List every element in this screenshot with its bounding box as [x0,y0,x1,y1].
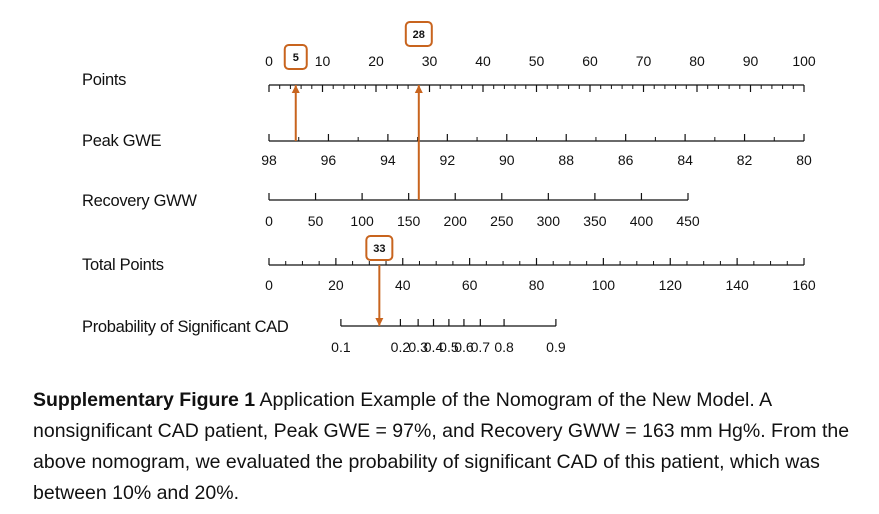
tick-label-points: 70 [635,53,652,69]
tick-label-peak_gwe: 98 [261,152,277,168]
tick-label-total_points: 60 [461,277,478,293]
tick-label-probability: 0.5 [439,339,459,355]
axis-label-total_points: Total Points [82,256,164,274]
tick-label-points: 40 [475,53,491,69]
tick-label-total_points: 80 [528,277,545,293]
tick-label-recovery_gww: 400 [629,213,654,229]
tick-label-recovery_gww: 50 [307,213,324,229]
tick-label-total_points: 160 [792,277,816,293]
tick-label-peak_gwe: 94 [380,152,396,168]
tick-label-peak_gwe: 92 [439,152,456,168]
tick-label-recovery_gww: 100 [350,213,374,229]
tick-label-probability: 0.4 [423,339,444,355]
tick-label-probability: 0.1 [331,339,351,355]
tick-label-total_points: 140 [725,277,749,293]
tick-label-recovery_gww: 250 [490,213,514,229]
caption-text: Application Example of the Nomogram of the New Model. A nonsignificant CAD patient, Peak GWE = 97%, and Recovery GWW = 163 mm Hg%. From the above nomogram, we evaluated the probability of significant CAD of this patient, which was between 10% and 20%. [33,389,850,504]
tick-label-points: 0 [265,53,273,69]
probability-arrowhead [375,318,383,326]
tick-label-probability: 0.8 [494,339,514,355]
tick-label-recovery_gww: 200 [443,213,467,229]
tick-label-total_points: 40 [394,277,411,293]
tick-label-points: 30 [421,53,438,69]
axis-label-probability: Probability of Significant CAD [82,318,289,336]
tick-label-points: 100 [792,53,816,69]
tick-label-total_points: 0 [265,277,273,293]
tick-label-recovery_gww: 450 [676,213,700,229]
tick-label-total_points: 20 [328,277,344,293]
tick-label-recovery_gww: 350 [583,213,607,229]
tick-label-peak_gwe: 96 [320,152,337,168]
tick-label-peak_gwe: 90 [498,152,515,168]
peak-points-label: 5 [292,52,299,64]
tick-label-recovery_gww: 0 [265,213,273,229]
tick-label-peak_gwe: 86 [617,152,634,168]
tick-label-probability: 0.9 [546,339,566,355]
tick-label-points: 80 [689,53,705,69]
tick-label-probability: 0.6 [454,339,474,355]
tick-label-recovery_gww: 300 [536,213,561,229]
axis-label-recovery_gww: Recovery GWW [82,192,197,210]
tick-label-peak_gwe: 82 [736,152,753,168]
axis-label-peak_gwe: Peak GWE [82,132,162,150]
tick-label-points: 90 [742,53,759,69]
tick-label-points: 50 [528,53,545,69]
tick-label-recovery_gww: 150 [396,213,421,229]
tick-label-peak_gwe: 80 [796,152,812,168]
tick-label-points: 20 [368,53,384,69]
tick-label-points: 60 [582,53,598,69]
tick-label-probability: 0.2 [390,339,411,355]
tick-label-peak_gwe: 88 [558,152,575,168]
figure-caption [33,385,869,509]
axis-label-points: Points [82,71,127,89]
tick-label-probability: 0.7 [470,339,491,355]
total-points-marker-label: 33 [373,243,386,255]
recovery-points-label: 28 [412,29,425,41]
tick-label-peak_gwe: 84 [677,152,693,168]
tick-label-points: 10 [314,53,331,69]
tick-label-total_points: 100 [591,277,616,293]
recovery-gww-arrowhead [415,85,423,93]
tick-label-probability: 0.3 [408,339,428,355]
tick-label-total_points: 120 [658,277,682,293]
peak-gwe-arrowhead [292,85,300,93]
caption-title: Supplementary Figure 1 [33,389,256,411]
